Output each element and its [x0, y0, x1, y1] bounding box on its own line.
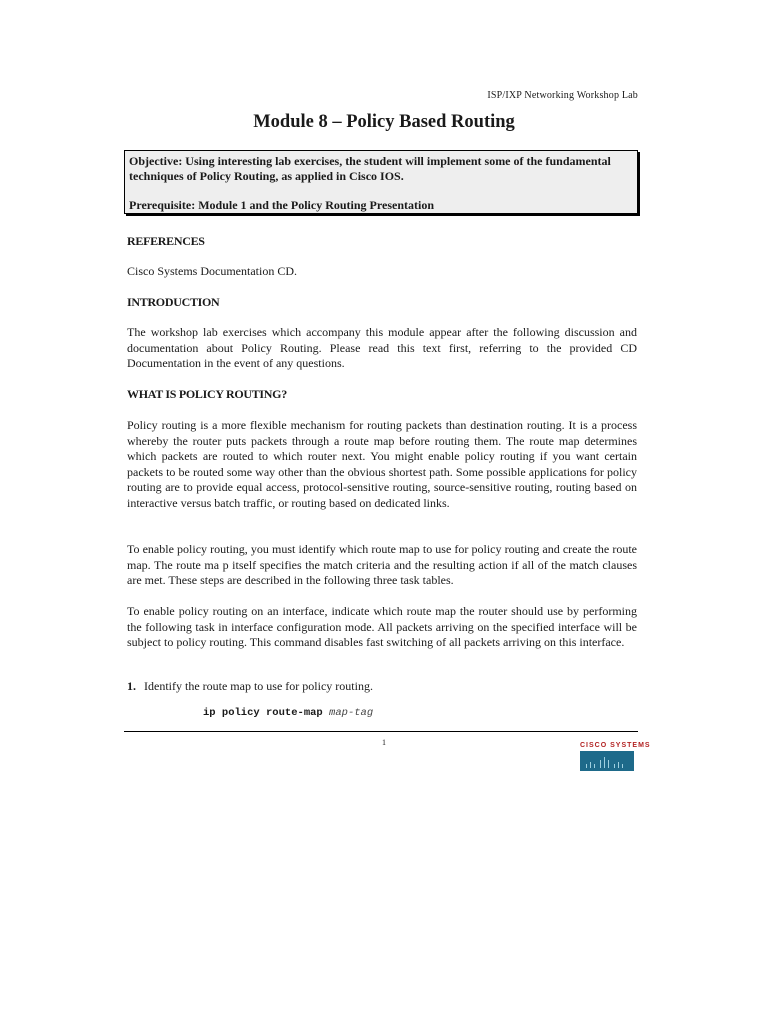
code-line [203, 707, 373, 719]
logo-text: CISCO SYSTEMS [580, 742, 651, 749]
code-argument: map-tag [329, 707, 374, 719]
references-text: Cisco Systems Documentation CD. [127, 264, 297, 278]
what-is-paragraph-1: Policy routing is a more flexible mechanism for routing packets than destination routing. It is a process whereby the router puts packets through a route map before routing them. The route map determines which packets are routed to which router next. You might enable policy routing if you want certain packets to be routed some way other than the obvious shortest path. Some possible applications for policy routing are to provide equal access, protocol-sensitive routing, source-sensitive routing, routing based on interactive versus batch traffic, or routing based on dedicated links. [127, 418, 637, 510]
what-is-paragraph-2: To enable policy routing, you must identify which route map to use for policy routing and create the route map. The route ma p itself specifies the match criteria and the resulting action if all of the match clauses are met. These steps are described in the following three task tables. [127, 542, 637, 588]
introduction-text: The workshop lab exercises which accompany this module appear after the following discussion and documentation about Policy Routing. Please read this text first, referring to the provided CD Documentation in the event of any questions. [127, 325, 637, 371]
objective-box [124, 150, 638, 214]
page-number: 1 [382, 738, 386, 747]
cisco-systems-logo [580, 741, 651, 773]
objective-text: Objective: Using interesting lab exercises, the student will implement some of the fundamental techniques of Policy Routing, as applied in Cisco IOS. [129, 154, 611, 183]
step-number: 1. [127, 679, 136, 693]
what-is-heading: WHAT IS POLICY ROUTING? [127, 387, 287, 401]
footer-rule [124, 731, 638, 732]
page-title: Module 8 – Policy Based Routing [253, 112, 515, 132]
prerequisite-text: Prerequisite: Module 1 and the Policy Routing Presentation [129, 198, 434, 212]
code-command: ip policy route-map [203, 707, 323, 719]
introduction-heading: INTRODUCTION [127, 295, 220, 309]
running-header: ISP/IXP Networking Workshop Lab [487, 90, 638, 101]
references-heading: REFERENCES [127, 234, 205, 248]
step-1 [127, 679, 373, 694]
step-text: Identify the route map to use for policy routing. [144, 679, 373, 693]
cisco-bridge-icon [580, 751, 634, 771]
what-is-paragraph-3: To enable policy routing on an interface, indicate which route map the router should use by performing the following task in interface configuration mode. All packets arriving on the specified interface will be subject to policy routing. This command disables fast switching of all packets arriving on this interface. [127, 604, 637, 650]
